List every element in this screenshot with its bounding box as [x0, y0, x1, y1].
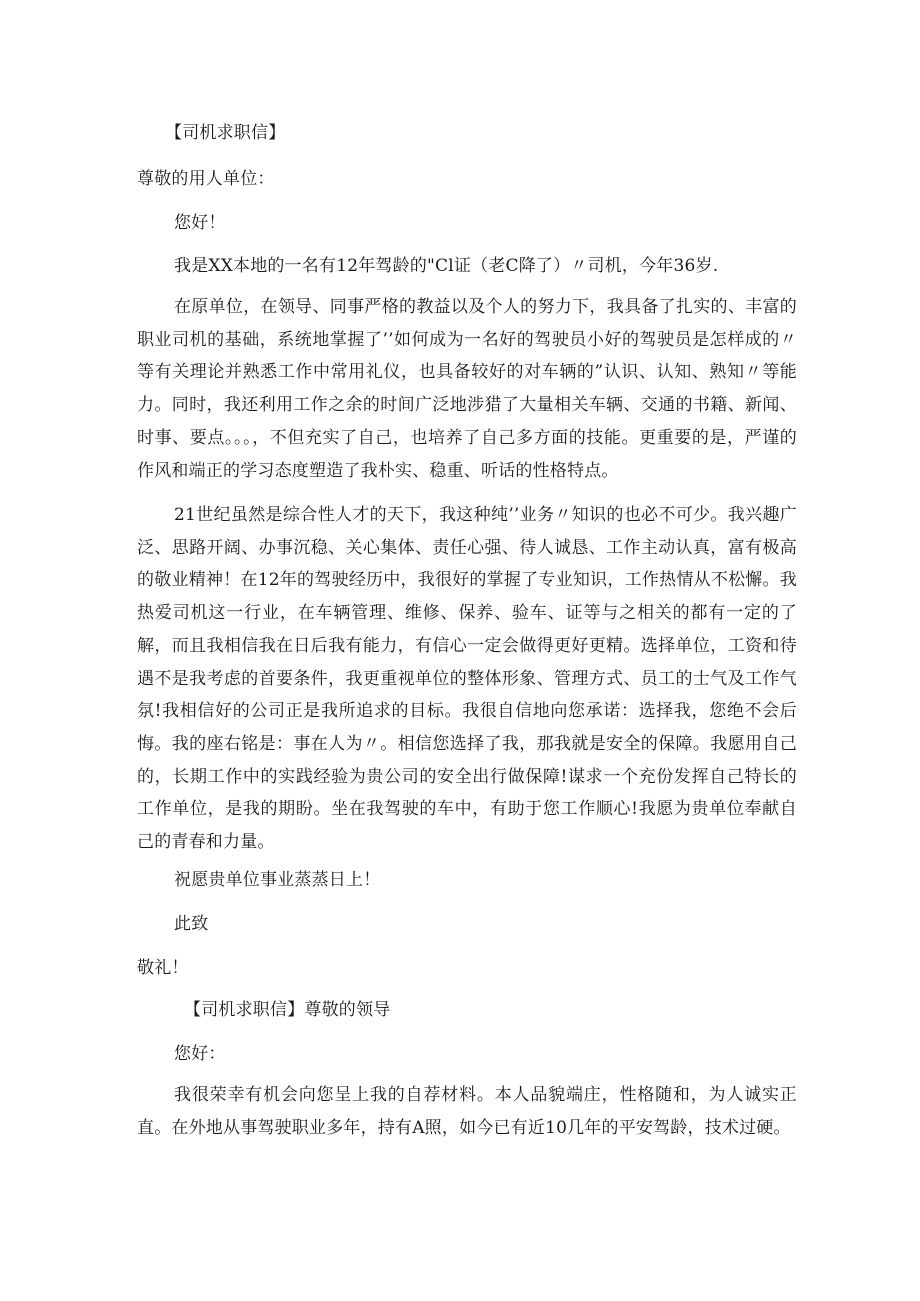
intro-line: 我是XX本地的一名有12年驾龄的"Cl证（老C降了）〃司机，今年36岁. [174, 256, 719, 276]
second-greeting: 您好： [174, 1044, 226, 1064]
closing-wish: 祝愿贵单位事业蒸蒸日上！ [174, 870, 381, 890]
body-paragraph-2: 21世纪虽然是综合性人才的天下，我这种纯’’业务〃知识的也必不可少。我兴趣广泛、思路开阔、办事沉稳、关心集体、责任心强、待人诚恳、工作主动认真，富有极高的敬业精神！在12年的驾驶经历中，我很好的掌握了专业知识，工作热情从不松懈。我热爱司机这一行业，在车辆管理、维修、保养、验车、证等与之相关的都有一定的了解，而且我相信我在日后我有能力，有信心一定会做得更好更精。选择单位，工资和待遇不是我考虑的首要条件，我更重视单位的整体形象、管理方式、员工的士气及工作气氛!我相信好的公司正是我所追求的目标。我很自信地向您承诺：选择我，您绝不会后悔。我的座右铭是：事在人为〃。相信您选择了我，那我就是安全的保障。我愿用自己的，长期工作中的实践经验为贵公司的安全出行做保障!谋求一个充份发挥自己特长的工作单位，是我的期盼。坐在我驾驶的车中，有助于您工作顺心!我愿为贵单位奉献自己的青春和力量。 [137, 505, 797, 853]
greeting: 您好！ [174, 213, 226, 233]
salutation: 尊敬的用人单位： [137, 169, 275, 189]
second-letter-title: 【司机求职信】尊敬的领导 [184, 1000, 391, 1020]
letter-title: 【司机求职信】 [165, 123, 286, 143]
closing-cizhi: 此致 [174, 914, 209, 934]
body-paragraph-3: 我很荣幸有机会向您呈上我的自荐材料。本人品貌端庄，性格随和，为人诚实正直。在外地从事驾驶职业多年，持有A照，如今已有近10几年的平安驾龄，技术过硬。 [137, 1085, 797, 1138]
body-paragraph-1: 在原单位，在领导、同事严格的教益以及个人的努力下，我具备了扎实的、丰富的职业司机的基础，系统地掌握了’’如何成为一名好的驾驶员小好的驾驶员是怎样成的〃等有关理论并熟悉工作中常用礼仪，也具备较好的对车辆的”认识、认知、熟知〃等能力。同时，我还利用工作之余的时间广泛地涉猎了大量相关车辆、交通的书籍、新闻、时事、要点。。。，不但充实了自己，也培养了自己多方面的技能。更重要的是，严谨的作风和端正的学习态度塑造了我朴实、稳重、听话的性格特点。 [137, 297, 797, 481]
closing-jingli: 敬礼！ [137, 958, 189, 978]
